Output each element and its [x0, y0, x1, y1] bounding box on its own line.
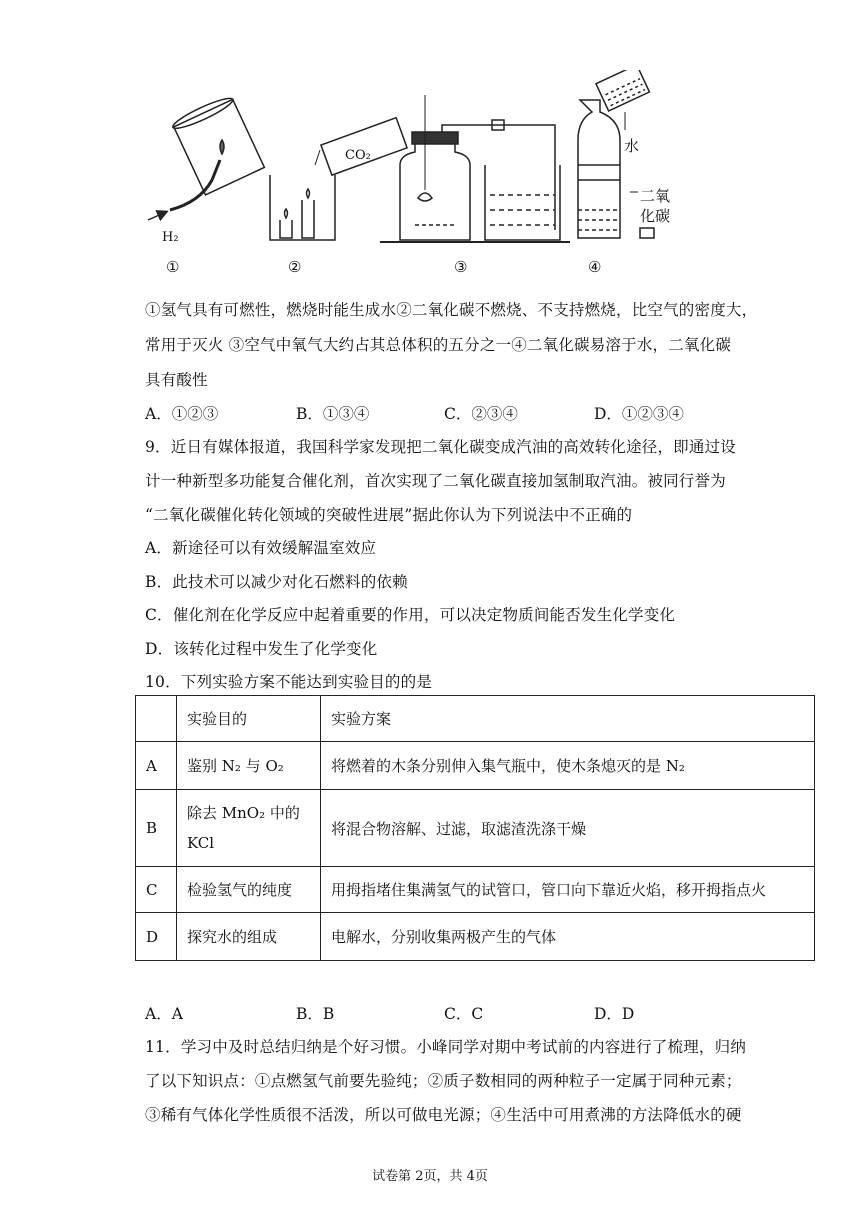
- water-label: 水: [624, 137, 640, 155]
- row-purpose: 检验氢气的纯度: [177, 867, 321, 913]
- table-row: [136, 790, 815, 867]
- q10-option-d: D．D: [594, 1005, 635, 1023]
- q11-line-3: ③稀有气体化学性质很不活泼，所以可做电光源；④生活中可用煮沸的方法降低水的硬: [145, 1106, 742, 1124]
- q10-option-b: B．B: [296, 1005, 335, 1023]
- q10-stem: 10．下列实验方案不能达到实验目的的是: [145, 673, 433, 691]
- row-plan: 用拇指堵住集满氢气的试管口，管口向下靠近火焰，移开拇指点火: [321, 867, 815, 913]
- table-row: [136, 913, 815, 961]
- fig3-jar: [400, 142, 470, 240]
- q11-line-2: 了以下知识点：①点燃氢气前要先验纯；②质子数相同的两种粒子一定属于同种元素；: [145, 1072, 742, 1090]
- q8-option-d: D．①②③④: [594, 405, 684, 423]
- row-purpose-line-2: KCl: [187, 834, 215, 852]
- row-key: A: [136, 742, 177, 790]
- row-plan: 将混合物溶解、过滤，取滤渣洗涤干燥: [321, 790, 815, 867]
- q8-option-b: B．①③④: [296, 405, 370, 423]
- q9-line-1: 9．近日有媒体报道，我国科学家发现把二氧化碳变成汽油的高效转化途径，即通过设: [145, 438, 736, 456]
- q9-option-c: C．催化剂在化学反应中起着重要的作用，可以决定物质间能否发生化学变化: [145, 606, 676, 624]
- experiment-illustrations: [130, 70, 690, 280]
- row-key: B: [136, 790, 177, 867]
- table-row: [136, 742, 815, 790]
- co2-bottle-label-1: 二氧: [640, 187, 671, 205]
- figure-label-4: ④: [588, 258, 602, 276]
- table-header-purpose: 实验目的: [177, 696, 321, 742]
- h2-label: H₂: [162, 230, 179, 245]
- experiment-figure: [130, 70, 690, 280]
- q9-line-2: 计一种新型多功能复合催化剂，首次实现了二氧化碳直接加氢制取汽油。被同行誉为: [145, 472, 726, 490]
- co2-label: CO₂: [345, 148, 371, 163]
- row-purpose: 鉴别 N₂ 与 O₂: [177, 742, 321, 790]
- q9-option-a: A．新途径可以有效缓解温室效应: [145, 539, 377, 557]
- row-key: C: [136, 867, 177, 913]
- figure-label-1: ①: [166, 258, 180, 276]
- table-header-plan: 实验方案: [321, 696, 815, 742]
- row-purpose: [177, 790, 321, 867]
- page-footer: 试卷第 2页，共 4页: [372, 1169, 488, 1184]
- fig4-pouring-beaker: [596, 70, 649, 111]
- q8-line-2: 常用于灭火 ③空气中氧气大约占其总体积的五分之一④二氧化碳易溶于水，二氧化碳: [145, 336, 732, 354]
- fig1-inverted-beaker: [170, 94, 264, 195]
- q9-option-b: B．此技术可以减少对化石燃料的依赖: [145, 573, 408, 591]
- figure-label-2: ②: [288, 258, 302, 276]
- fig3-trough: [485, 165, 560, 240]
- q9-line-3: “二氧化碳催化转化领域的突破性进展”据此你认为下列说法中不正确的: [145, 506, 633, 524]
- q11-line-1: 11．学习中及时总结归纳是个好习惯。小峰同学对期中考试前的内容进行了梳理，归纳: [145, 1038, 747, 1056]
- q10-table: [135, 695, 815, 961]
- q8-option-c: C．②③④: [444, 405, 518, 423]
- table-header-row: [136, 696, 815, 742]
- row-purpose-line-1: 除去 MnO₂ 中的: [187, 804, 300, 822]
- figure-label-3: ③: [454, 258, 468, 276]
- fig4-bottle: [578, 100, 620, 238]
- co2-bottle-label-2: 化碳: [640, 207, 671, 225]
- q10-option-c: C．C: [444, 1005, 484, 1023]
- fig2-co2-vessel: [321, 118, 407, 175]
- q8-line-1: ①氢气具有可燃性，燃烧时能生成水②二氧化碳不燃烧、不支持燃烧，比空气的密度大，: [145, 301, 758, 319]
- row-purpose: 探究水的组成: [177, 913, 321, 961]
- table-header-empty: [136, 696, 177, 742]
- row-plan: 电解水，分别收集两极产生的气体: [321, 913, 815, 961]
- table-row: [136, 867, 815, 913]
- q10-option-a: A．A: [145, 1005, 183, 1023]
- row-plan: 将燃着的木条分别伸入集气瓶中，使木条熄灭的是 N₂: [321, 742, 815, 790]
- q9-option-d: D．该转化过程中发生了化学变化: [145, 640, 378, 658]
- q8-line-3: 具有酸性: [145, 371, 208, 389]
- row-key: D: [136, 913, 177, 961]
- q8-option-a: A．①②③: [145, 405, 219, 423]
- fig1-h2-tube: [170, 160, 220, 210]
